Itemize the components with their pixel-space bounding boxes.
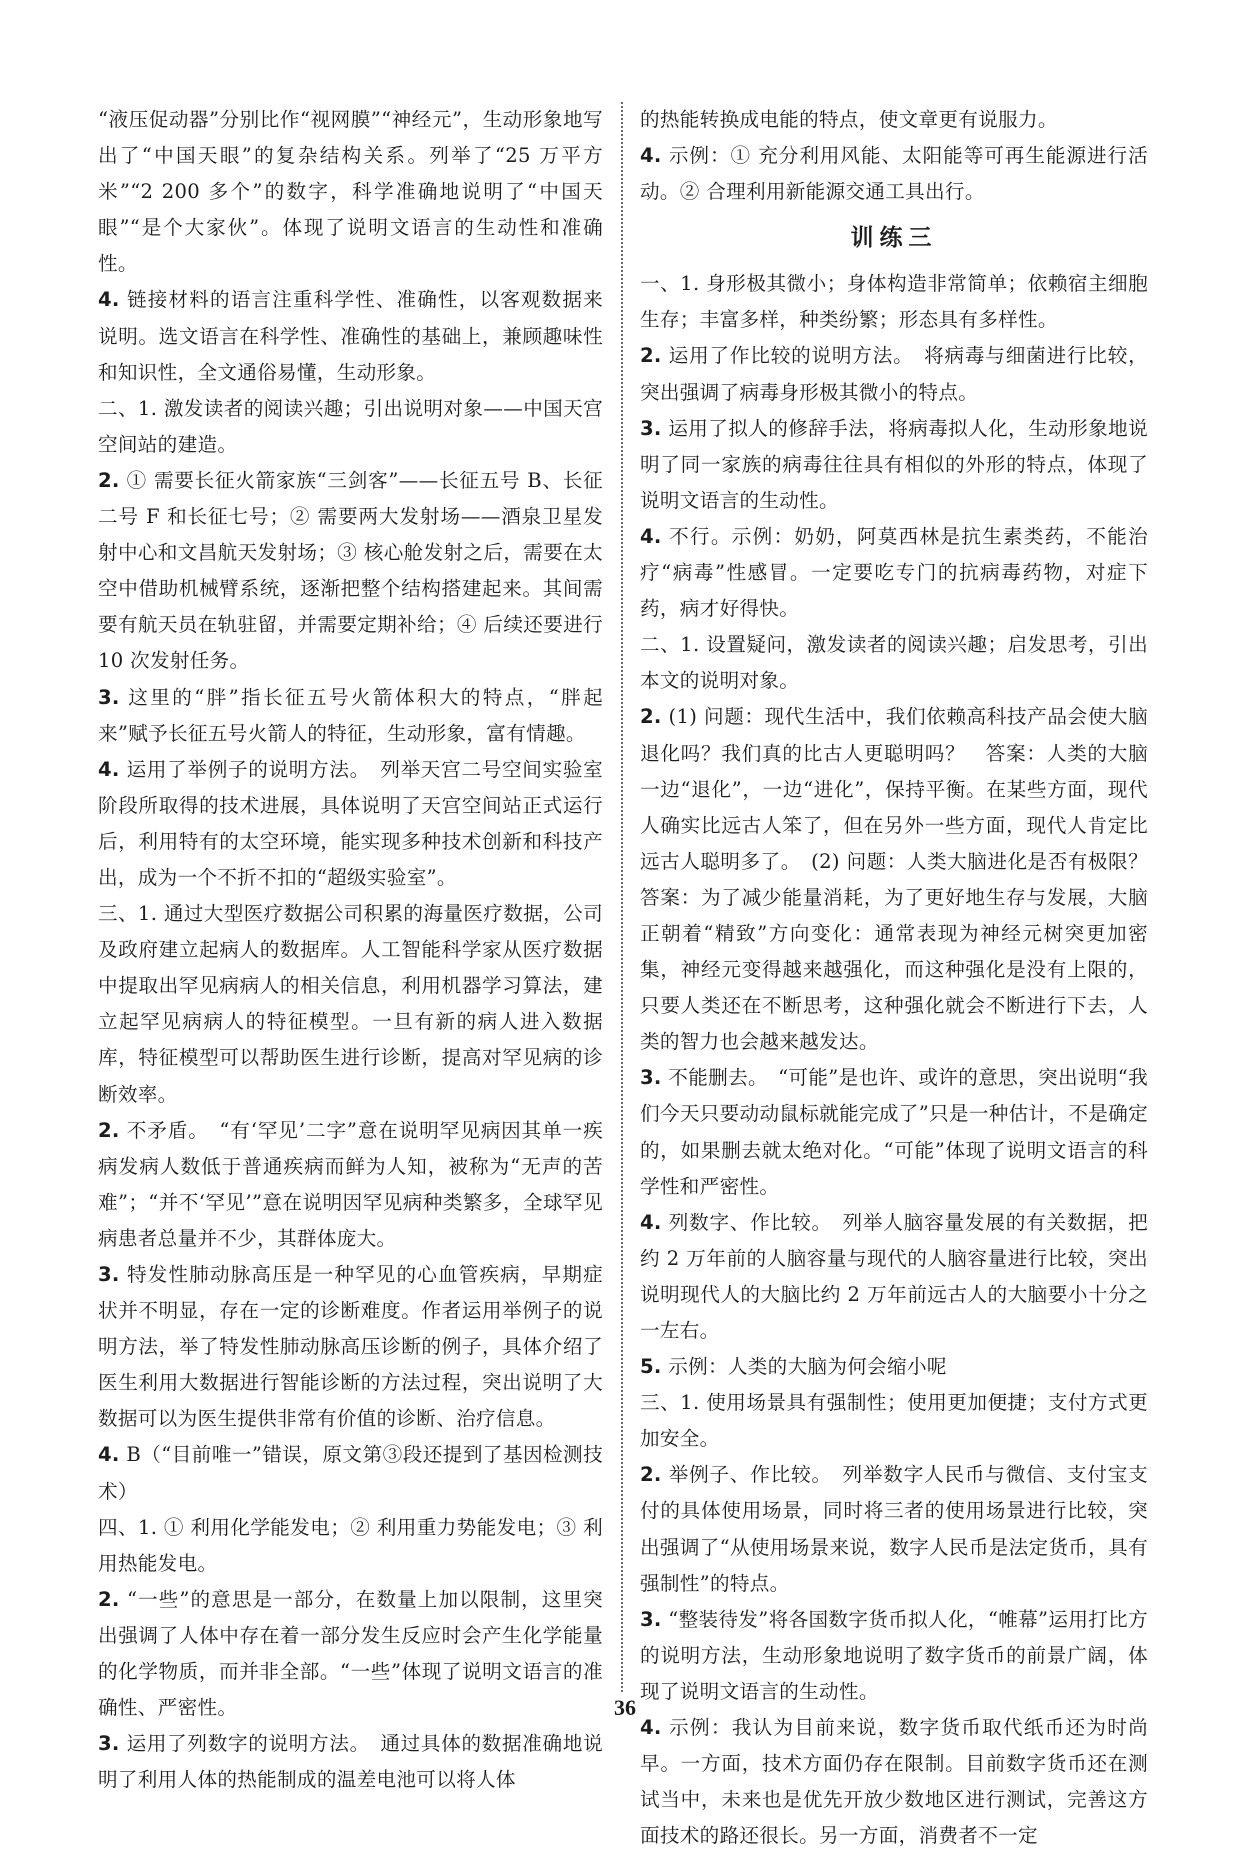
answer-text: “液压促动器”分别比作“视网膜”“神经元”，生动形象地写出了“中国天眼”的复杂结构关系。列举了“25 万平方米”“2 200 多个”的数字，科学准确地说明了“中国天眼”“是个大家伙”。体现了说明文语言的生动性和准确性。 xyxy=(98,108,603,276)
answer-paragraph xyxy=(640,266,1148,338)
answer-text: 不行。示例：奶奶，阿莫西林是抗生素类药，不能治疗“病毒”性感冒。一定要吃专门的抗病毒药物，对症下药，病才好得快。 xyxy=(640,524,1148,621)
question-number: 3. xyxy=(640,1066,662,1090)
question-number: 5. xyxy=(640,1355,662,1379)
answer-paragraph xyxy=(98,1726,603,1798)
page-number: 36 xyxy=(614,1695,636,1720)
column-divider xyxy=(621,102,623,1692)
answer-paragraph xyxy=(640,1710,1148,1854)
answer-text: 运用了列数字的说明方法。 通过具体的数据准确地说明了利用人体的热能制成的温差电池可以将人体 xyxy=(98,1732,603,1792)
question-number: 2. xyxy=(98,468,120,492)
answer-text: 不矛盾。 “有‘罕见’二字”意在说明罕见病因其单一疾病发病人数低于普通疾病而鲜为人知，被称为“无声的苦难”；“并不‘罕见’”意在说明因罕见病种类繁多，全球罕见病患者总量并不少，其群体庞大。 xyxy=(98,1118,603,1250)
answer-text: 不能删去。 “可能”是也许、或许的意思，突出说明“我们今天只要动动鼠标就能完成了”只是一种估计，不是确定的，如果删去就太绝对化。“可能”体现了说明文语言的科学性和严密性。 xyxy=(640,1066,1148,1198)
question-number: 4. xyxy=(640,1716,662,1740)
answer-text: 二、1. 设置疑问，激发读者的阅读兴趣；启发思考，引出本文的说明对象。 xyxy=(640,633,1148,693)
answer-text: 的热能转换成电能的特点，使文章更有说服力。 xyxy=(640,108,1058,131)
question-number: 4. xyxy=(98,1443,120,1467)
question-number: 3. xyxy=(98,685,120,709)
question-number: 2. xyxy=(98,1587,120,1611)
question-number: 2. xyxy=(640,1463,662,1487)
answer-paragraph xyxy=(98,282,603,390)
answer-text: 三、1. 使用场景具有强制性；使用更加便捷；支付方式更加安全。 xyxy=(640,1391,1148,1451)
question-number: 2. xyxy=(98,1118,120,1142)
answer-paragraph xyxy=(640,1205,1148,1349)
answer-paragraph xyxy=(640,1457,1148,1601)
answer-text: 示例：人类的大脑为何会缩小呢 xyxy=(661,1355,947,1379)
left-column xyxy=(98,102,603,1798)
answer-paragraph xyxy=(98,391,603,463)
right-column-bottom xyxy=(640,266,1168,1854)
answer-paragraph xyxy=(98,1437,603,1509)
question-number: 3. xyxy=(98,1732,120,1756)
answer-paragraph xyxy=(640,1385,1148,1457)
answer-paragraph xyxy=(640,338,1148,410)
answer-text: “一些”的意思是一部分，在数量上加以限制，这里突出强调了人体中存在着一部分发生反应时会产生化学能量的化学物质，而并非全部。“一些”体现了说明文语言的准确性、严密性。 xyxy=(98,1587,603,1720)
answer-text: B（“目前唯一”错误，原文第③段还提到了基因检测技术） xyxy=(98,1443,603,1503)
answer-paragraph xyxy=(98,752,603,896)
answer-text: 示例：我认为目前来说，数字货币取代纸币还为时尚早。一方面，技术方面仍存在限制。目前数字货币还在测试当中，未来也是优先开放少数地区进行测试，完善这方面技术的路还很长。另一方面，消费者不一定 xyxy=(640,1716,1148,1848)
right-column-top xyxy=(640,102,1148,210)
answer-paragraph xyxy=(640,1060,1148,1204)
question-number: 4. xyxy=(640,1210,662,1234)
answer-text: “整装待发”将各国数字货币拟人化，“帷幕”运用打比方的说明方法，生动形象地说明了数字货币的前景广阔，体现了说明文语言的生动性。 xyxy=(640,1607,1148,1703)
answer-text: 四、1. ① 利用化学能发电；② 利用重力势能发电；③ 利用热能发电。 xyxy=(98,1515,603,1575)
question-number: 4. xyxy=(98,757,120,781)
question-number: 3. xyxy=(98,1263,120,1286)
answer-text: 链接材料的语言注重科学性、准确性，以客观数据来说明。选文语言在科学性、准确性的基础上，兼顾趣味性和知识性，全文通俗易懂，生动形象。 xyxy=(98,288,603,384)
question-number: 3. xyxy=(640,416,662,440)
answer-paragraph xyxy=(640,519,1148,627)
answer-paragraph xyxy=(98,1113,603,1257)
answer-paragraph xyxy=(640,102,1148,138)
answer-text: 一、1. 身形极其微小；身体构造非常简单；依赖宿主细胞生存；丰富多样，种类纷繁；形态具有多样性。 xyxy=(640,272,1148,332)
answer-paragraph xyxy=(98,1257,603,1437)
answer-text: (1) 问题：现代生活中，我们依赖高科技产品会使大脑退化吗？我们真的比古人更聪明吗？ 答案：人类的大脑一边“退化”，一边“进化”，保持平衡。在某些方面，现代人确实比远古人笨了，但在另外一些方面，现代人肯定比远古人聪明多了。 (2) 问题：人类大脑进化是否有极限？ 答案：为了减少能量消耗，为了更好地生存与发展，大脑正朝着“精致”方向变化：通常表现为神经元树突更加密集，神经元变得越来越强化，而这种强化是没有上限的，只要人类还在不断思考，这种强化就会不断进行下去，人类的智力也会越来越发达。 xyxy=(640,705,1168,1054)
answer-paragraph xyxy=(98,102,603,282)
question-number: 4. xyxy=(98,288,120,312)
answer-paragraph xyxy=(640,627,1148,699)
section-title: 训练三 xyxy=(850,225,938,252)
answer-paragraph xyxy=(98,463,603,680)
answer-paragraph xyxy=(640,1602,1148,1710)
answer-paragraph xyxy=(640,411,1148,519)
right-column xyxy=(640,102,1168,1854)
answer-paragraph xyxy=(640,1349,1148,1385)
answer-text: 这里的“胖”指长征五号火箭体积大的特点，“胖起来”赋予长征五号火箭人的特征，生动形象，富有情趣。 xyxy=(98,685,603,745)
answer-text: 举例子、作比较。 列举数字人民币与微信、支付宝支付的具体使用场景，同时将三者的使用场景进行比较，突出强调了“从使用场景来说，数字人民币是法定货币，具有强制性”的特点。 xyxy=(640,1463,1148,1595)
answer-text: 示例：① 充分利用风能、太阳能等可再生能源进行活动。② 合理利用新能源交通工具出行。 xyxy=(640,144,1148,204)
answer-text: 三、1. 通过大型医疗数据公司积累的海量医疗数据，公司及政府建立起病人的数据库。人工智能科学家从医疗数据中提取出罕见病病人的相关信息，利用机器学习算法，建立起罕见病病人的特征模型。一旦有新的病人进入数据库，特征模型可以帮助医生进行诊断，提高对罕见病的诊断效率。 xyxy=(98,902,603,1106)
answer-paragraph xyxy=(640,138,1148,210)
answer-paragraph xyxy=(98,680,603,752)
question-number: 2. xyxy=(640,705,662,729)
question-number: 4. xyxy=(640,524,662,548)
answer-paragraph xyxy=(98,896,603,1113)
question-number: 3. xyxy=(640,1607,662,1631)
answer-paragraph xyxy=(98,1510,603,1582)
answer-text: 二、1. 激发读者的阅读兴趣；引出说明对象——中国天宫空间站的建造。 xyxy=(98,396,603,456)
answer-text: 运用了作比较的说明方法。 将病毒与细菌进行比较，突出强调了病毒身形极其微小的特点。 xyxy=(640,344,1148,404)
answer-text: 运用了拟人的修辞手法，将病毒拟人化，生动形象地说明了同一家族的病毒往往具有相似的外形的特点，体现了说明文语言的生动性。 xyxy=(640,416,1148,512)
question-number: 4. xyxy=(640,144,662,168)
answer-text: 运用了举例子的说明方法。 列举天宫二号空间实验室阶段所取得的技术进展，具体说明了天宫空间站正式运行后，利用特有的太空环境，能实现多种技术创新和科技产出，成为一个不折不扣的“超级实验室”。 xyxy=(98,757,603,889)
answer-text: 列数字、作比较。 列举人脑容量发展的有关数据，把约 2 万年前的人脑容量与现代的人脑容量进行比较，突出说明现代人的大脑比约 2 万年前远古人的大脑要小十分之一左右。 xyxy=(640,1210,1148,1342)
question-number: 2. xyxy=(640,344,662,368)
answer-text: 特发性肺动脉高压是一种罕见的心血管疾病，早期症状并不明显，存在一定的诊断难度。作者运用举例子的说明方法，举了特发性肺动脉高压诊断的例子，具体介绍了医生利用大数据进行智能诊断的方法过程，突出说明了大数据可以为医生提供非常有价值的诊断、治疗信息。 xyxy=(98,1263,603,1431)
answer-text: ① 需要长征火箭家族“三剑客”——长征五号 B、长征二号 F 和长征七号；② 需要两大发射场——酒泉卫星发射中心和文昌航天发射场；③ 核心舱发射之后，需要在太空中借助机械臂系统，逐渐把整个结构搭建起来。其间需要有航天员在轨驻留，并需要定期补给；④ 后续还要进行 10 次发射任务。 xyxy=(98,468,603,673)
answer-paragraph xyxy=(640,699,1168,1060)
